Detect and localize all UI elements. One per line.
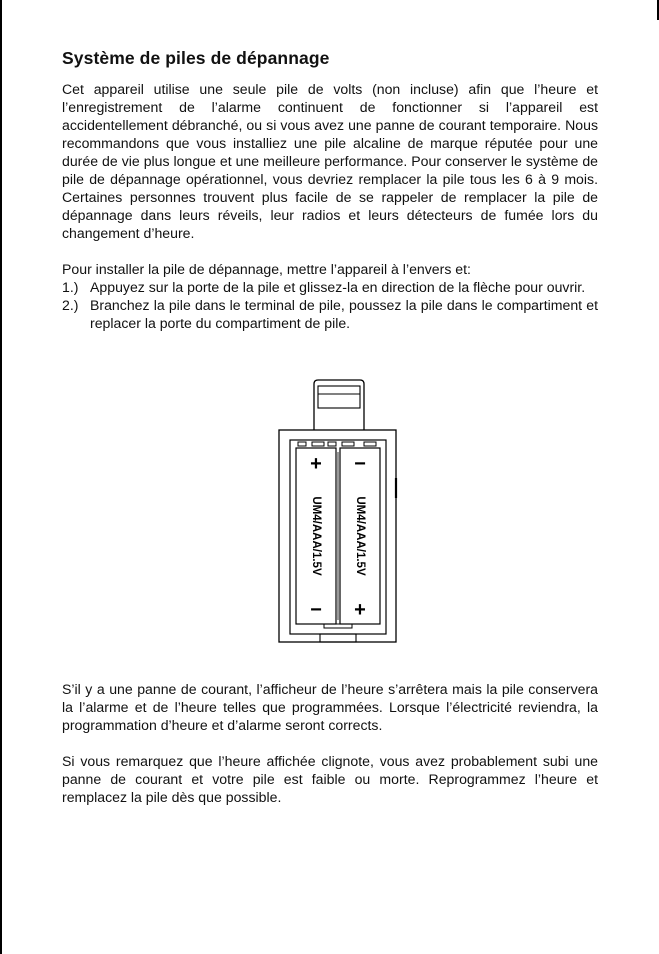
document-body bbox=[62, 48, 598, 332]
step-text: Appuyez sur la porte de la pile et glissez-la en direction de la flèche pour ouvrir. bbox=[90, 279, 586, 295]
step-item bbox=[62, 278, 598, 296]
install-lead: Pour installer la pile de dépannage, mettre l’appareil à l’envers et: bbox=[62, 261, 471, 277]
section-title: Système de piles de dépannage bbox=[62, 48, 330, 68]
power-outage-paragraph: S’il y a une panne de courant, l’afficheur de l’heure s’arrêtera mais la pile conservera la l’alarme et de l’heure telles que programmées. Lorsque l’électricité reviendra, la programmation d’heure et d’alarme seront corrects. bbox=[62, 681, 598, 733]
battery-left-bottom-sign: − bbox=[310, 599, 322, 621]
battery-left-top-sign: + bbox=[310, 453, 322, 475]
step-number: 2.) bbox=[62, 297, 79, 313]
intro-paragraph: Cet appareil utilise une seule pile de volts (non incluse) afin que l’heure et l’enregistrement de l’alarme continuent de fonctionner si l’appareil est accidentellement débranché, ou si vous avez une panne de courant temporaire. Nous recommandons que vous installiez une pile alcaline de marque réputée pour une durée de vie plus longue et une meilleure performance. Pour conserver le système de pile de dépannage opérationnel, vous devriez remplacer la pile tous les 6 à 9 mois. Certaines personnes trouvent plus facile de se rappeler de remplacer la pile de dépannage dans leurs réveils, leur radios et leurs détecteurs de fumée lors du changement d’heure. bbox=[62, 81, 598, 241]
step-text: Branchez la pile dans le terminal de pile, poussez la pile dans le compartiment et replacer la porte du compartiment de pile. bbox=[90, 297, 598, 331]
blinking-time-paragraph: Si vous remarquez que l’heure affichée clignote, vous avez probablement subi une panne de courant et votre pile est faible ou morte. Reprogrammez l’heure et remplacez la pile dès que possible. bbox=[62, 753, 598, 805]
battery-compartment-figure bbox=[276, 378, 401, 646]
battery-right-bottom-sign: + bbox=[354, 599, 366, 621]
step-item bbox=[62, 296, 598, 332]
install-steps bbox=[62, 278, 598, 332]
step-number: 1.) bbox=[62, 279, 79, 295]
battery-left-label: UM4/AAA/1.5V bbox=[309, 496, 322, 576]
battery-right-label: UM4/AAA/1.5V bbox=[353, 496, 366, 576]
battery-compartment-icon bbox=[276, 378, 401, 646]
battery-right-top-sign: − bbox=[354, 453, 366, 475]
page-edge-left bbox=[0, 0, 2, 954]
